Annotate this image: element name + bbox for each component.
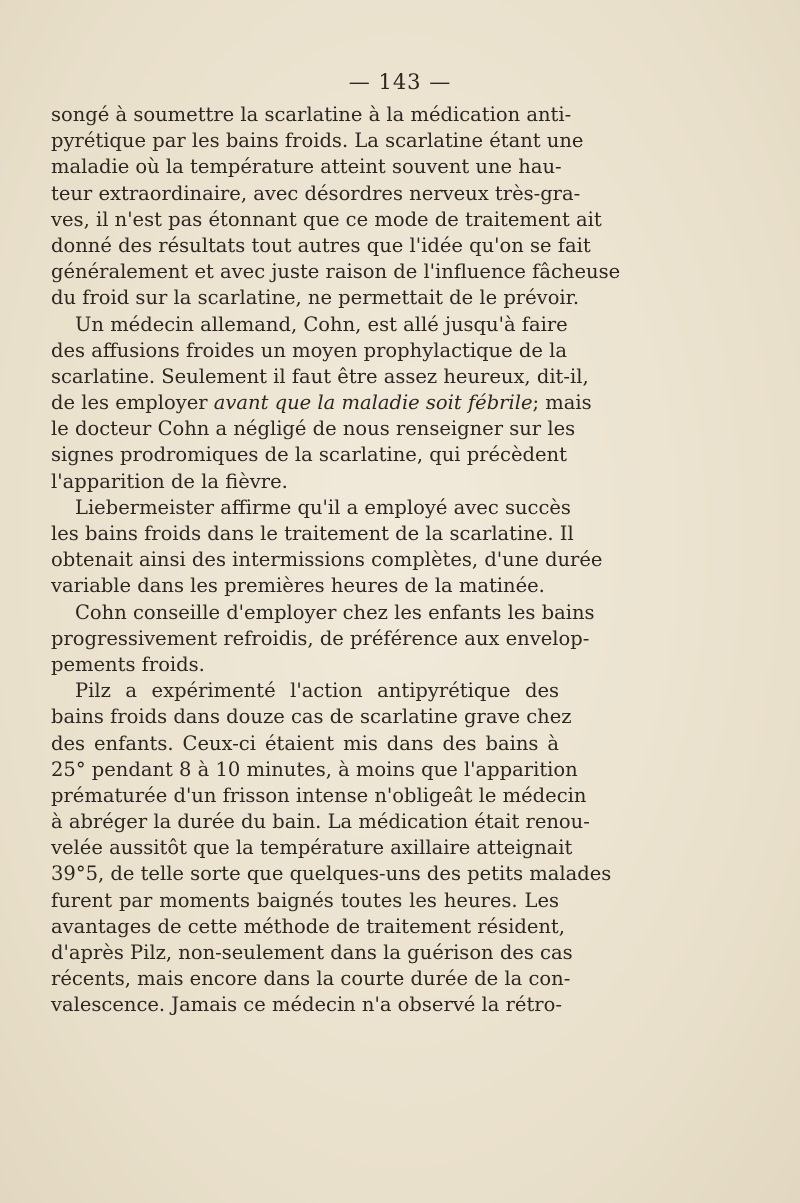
text-line: scarlatine. Seulement il faut être assez heureux, dit-il,: [51, 364, 589, 388]
text-segment: ; mais: [532, 391, 592, 415]
text-line: songé à soumettre la scarlatine à la médication anti-: [51, 103, 572, 126]
text-line: furent par moments baignés toutes les heures. Les: [51, 888, 559, 912]
text-line: les bains froids dans le traitement de la scarlatine. Il: [51, 522, 574, 545]
text-line: donné des résultats tout autres que l'idée qu'on se fait: [51, 233, 591, 257]
text-line: 39°5, de telle sorte que quelques-uns des petits malades: [51, 862, 612, 886]
text-line: du froid sur la scarlatine, ne permettait de le prévoir.: [51, 286, 580, 310]
text-line: pyrétique par les bains froids. La scarlatine étant une: [51, 129, 584, 153]
text-line: des enfants. Ceux-ci étaient mis dans des bains à: [51, 731, 559, 755]
text-line: signes prodromiques de la scarlatine, qui précèdent: [51, 443, 567, 467]
text-line: 25° pendant 8 à 10 minutes, à moins que l'apparition: [51, 757, 578, 781]
text-line: bains froids dans douze cas de scarlatine grave chez: [51, 705, 572, 729]
text-line: Pilz a expérimenté l'action antipyrétique des: [75, 679, 559, 703]
text-line: Un médecin allemand, Cohn, est allé jusqu'à faire: [75, 312, 568, 336]
text-segment: de les employer: [51, 391, 214, 415]
italic-phrase: avant que la maladie soit fébrile: [213, 391, 533, 415]
text-line: des affusions froides un moyen prophylactique de la: [51, 338, 567, 362]
text-line: maladie où la température atteint souvent une hau-: [51, 155, 562, 179]
text-line: obtenait ainsi des intermissions complètes, d'une durée: [51, 548, 603, 572]
text-line: [51, 390, 592, 416]
text-line: Liebermeister affirme qu'il a employé avec succès: [75, 495, 571, 519]
text-line: pements froids.: [51, 652, 205, 676]
text-line: velée aussitôt que la température axillaire atteignait: [51, 836, 573, 860]
text-line: teur extraordinaire, avec désordres nerveux très-gra-: [51, 181, 581, 205]
text-line: le docteur Cohn a négligé de nous renseigner sur les: [51, 417, 576, 441]
text-line: à abréger la durée du bain. La médication était renou-: [51, 810, 590, 834]
body-text: [51, 102, 621, 1019]
text-line: avantages de cette méthode de traitement résident,: [51, 914, 565, 938]
text-line: généralement et avec juste raison de l'influence fâcheuse: [51, 260, 621, 284]
page-number: — 143 —: [348, 70, 452, 94]
text-line: Cohn conseille d'employer chez les enfants les bains: [75, 600, 595, 624]
text-line: d'après Pilz, non-seulement dans la guérison des cas: [51, 941, 573, 964]
text-line: récents, mais encore dans la courte durée de la con-: [51, 967, 571, 991]
text-line: progressivement refroidis, de préférence aux envelop-: [51, 626, 590, 650]
text-line: ves, il n'est pas étonnant que ce mode de traitement ait: [51, 207, 602, 231]
text-line: valescence. Jamais ce médecin n'a observé la rétro-: [51, 993, 562, 1017]
text-line: variable dans les premières heures de la matinée.: [51, 574, 545, 598]
text-line: prématurée d'un frisson intense n'obligeât le médecin: [51, 783, 587, 807]
text-line: l'apparition de la fièvre.: [51, 469, 288, 493]
